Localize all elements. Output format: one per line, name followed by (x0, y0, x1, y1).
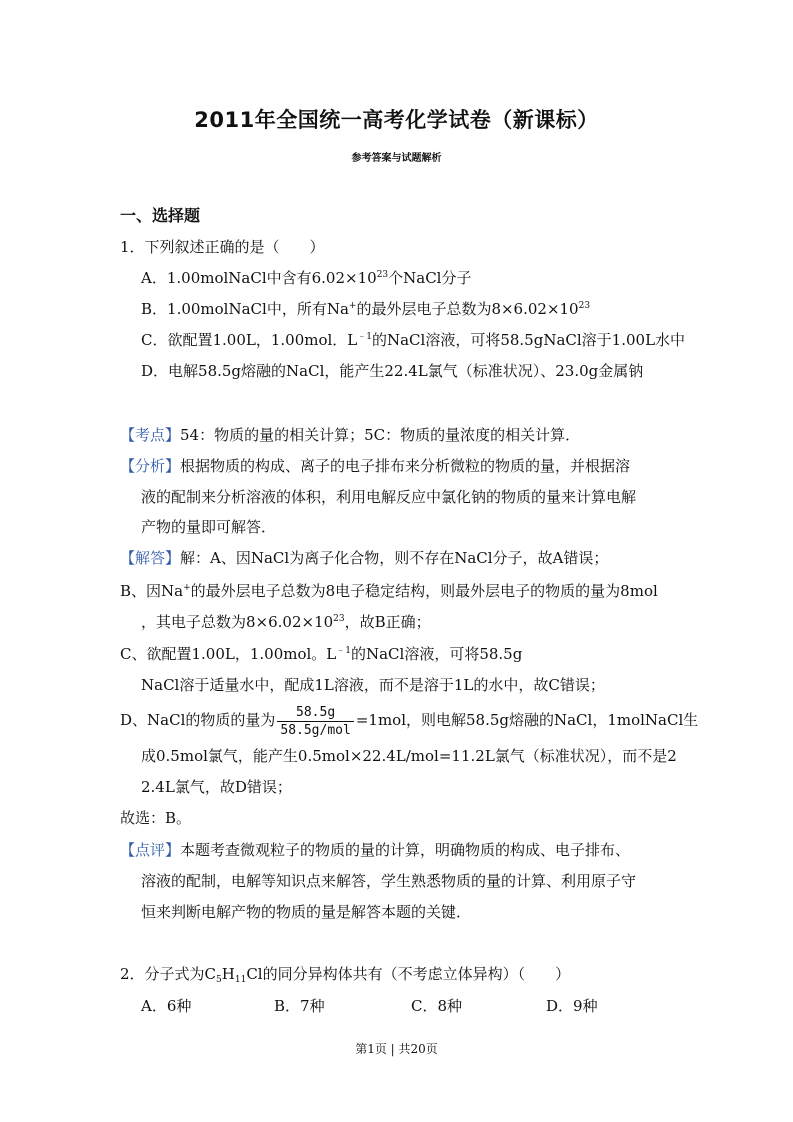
dianping-text-1: 本题考查微观粒子的物质的量的计算，明确物质的构成、电子排布、 (180, 841, 631, 859)
page-subtitle: 参考答案与试题解析 (351, 153, 442, 164)
fraction-denominator: 58.5g/mol (280, 722, 351, 738)
q1-option-c-sup: ﹣1 (357, 332, 372, 342)
fenxi-line-2: 液的配制来分析溶液的体积，利用电解反应中氯化钠的物质的量来计算电解 (141, 488, 637, 506)
q1-option-b-mid: 的最外层电子总数为8×6.02×10 (356, 300, 579, 318)
jieda-b-line-2 (141, 612, 431, 632)
q2-stem-mid: H (221, 965, 235, 983)
jieda-d-line-1 (120, 702, 698, 739)
jieda-text-1: 解：A、因NaCl为离子化合物，则不存在NaCl分子，故A错误； (180, 549, 609, 567)
q1-option-a (141, 268, 471, 288)
jieda-c-line-1 (120, 644, 522, 664)
section-heading: 一、选择题 (120, 206, 201, 225)
jieda-line-1 (120, 548, 608, 568)
jieda-b1-text: B、因Na (120, 582, 184, 600)
jieda-b-line-1 (120, 581, 658, 601)
jieda-c1-sup: ﹣1 (336, 646, 351, 656)
q1-option-c-tail: 的NaCl溶液，可将58.5gNaCl溶于1.00L水中 (371, 331, 686, 349)
dianping-line-1 (120, 840, 630, 860)
jieda-b2-text: ，其电子总数为8×6.02×10 (141, 613, 334, 631)
fenxi-tag: 【分析】 (120, 457, 181, 475)
page-title: 2011年全国统一高考化学试卷（新课标） (194, 108, 599, 132)
q1-option-a-tail: 个NaCl分子 (388, 269, 472, 287)
q1-option-a-sup: 23 (376, 270, 389, 280)
fenxi-line-1 (120, 456, 630, 476)
q1-option-d: D．电解58.5g熔融的NaCl，能产生22.4L氯气（标准状况）、23.0g金属钠 (141, 362, 644, 380)
q2-option-a: A．6种 (141, 997, 192, 1015)
dianping-line-2: 溶液的配制，电解等知识点来解答，学生熟悉物质的量的计算、利用原子守 (141, 872, 637, 890)
q2-stem-text: 2．分子式为C (120, 965, 217, 983)
dianping-line-3: 恒来判断电解产物的物质的量是解答本题的关键． (141, 903, 472, 921)
jieda-d1-text: D、NaCl的物质的量为 (120, 711, 276, 729)
kaodian-text: 54：物质的量的相关计算；5C：物质的量浓度的相关计算． (180, 426, 581, 444)
q2-option-d: D．9种 (546, 997, 598, 1015)
q2-stem-sub1: 5 (216, 975, 222, 985)
q1-option-b-sup1: + (348, 301, 357, 311)
q2-stem-sub2: 11 (234, 975, 247, 985)
question-1-stem: 1．下列叙述正确的是（ ） (120, 238, 325, 256)
q1-option-b (141, 299, 590, 319)
jieda-c1-text: C、欲配置1.00L，1.00mol。L (120, 645, 337, 663)
jieda-b2-sup: 23 (333, 614, 345, 624)
fraction (277, 704, 353, 739)
jieda-b1-sup: + (183, 583, 191, 593)
jieda-tag: 【解答】 (120, 549, 181, 567)
question-2-stem (120, 964, 570, 984)
fraction-numerator: 58.5g (277, 704, 353, 722)
jieda-d-line-2: 成0.5mol氯气，能产生0.5mol×22.4L/mol=11.2L氯气（标准状况），而不是2 (141, 747, 677, 765)
q1-option-a-text: A．1.00molNaCl中含有6.02×10 (141, 269, 377, 287)
dianping-tag: 【点评】 (120, 841, 181, 859)
q2-option-c: C．8种 (411, 997, 463, 1015)
jieda-d-line-3: 2.4L氯气，故D错误； (141, 778, 292, 796)
jieda-d1-tail: =1mol，则电解58.5g熔融的NaCl，1molNaCl生 (355, 711, 699, 729)
jieda-c1-tail: 的NaCl溶液，可将58.5g (350, 645, 523, 663)
jieda-c-line-2: NaCl溶于适量水中，配成1L溶液，而不是溶于1L的水中，故C错误； (141, 676, 605, 694)
jieda-b2-tail: ，故B正确； (344, 613, 431, 631)
kaodian-tag: 【考点】 (120, 426, 181, 444)
jieda-b1-tail: 的最外层电子总数为8电子稳定结构，则最外层电子的物质的量为8mol (190, 582, 658, 600)
fenxi-text-1: 根据物质的构成、离子的电子排布来分析微粒的物质的量，并根据溶 (180, 457, 631, 475)
q2-stem-tail: Cl的同分异构体共有（不考虑立体异构）（ ） (246, 965, 571, 983)
kaodian-block (120, 425, 580, 445)
q1-option-b-text: B．1.00molNaCl中，所有Na (141, 300, 349, 318)
answer-choice: 故选：B。 (120, 809, 192, 827)
q2-option-b: B．7种 (274, 997, 325, 1015)
q1-option-c-text: C．欲配置1.00L，1.00mol．L (141, 331, 358, 349)
q1-option-c (141, 330, 685, 350)
fenxi-line-3: 产物的量即可解答． (141, 518, 277, 536)
q1-option-b-sup2: 23 (578, 301, 591, 311)
page-footer: 第1页 | 共20页 (355, 1042, 438, 1056)
